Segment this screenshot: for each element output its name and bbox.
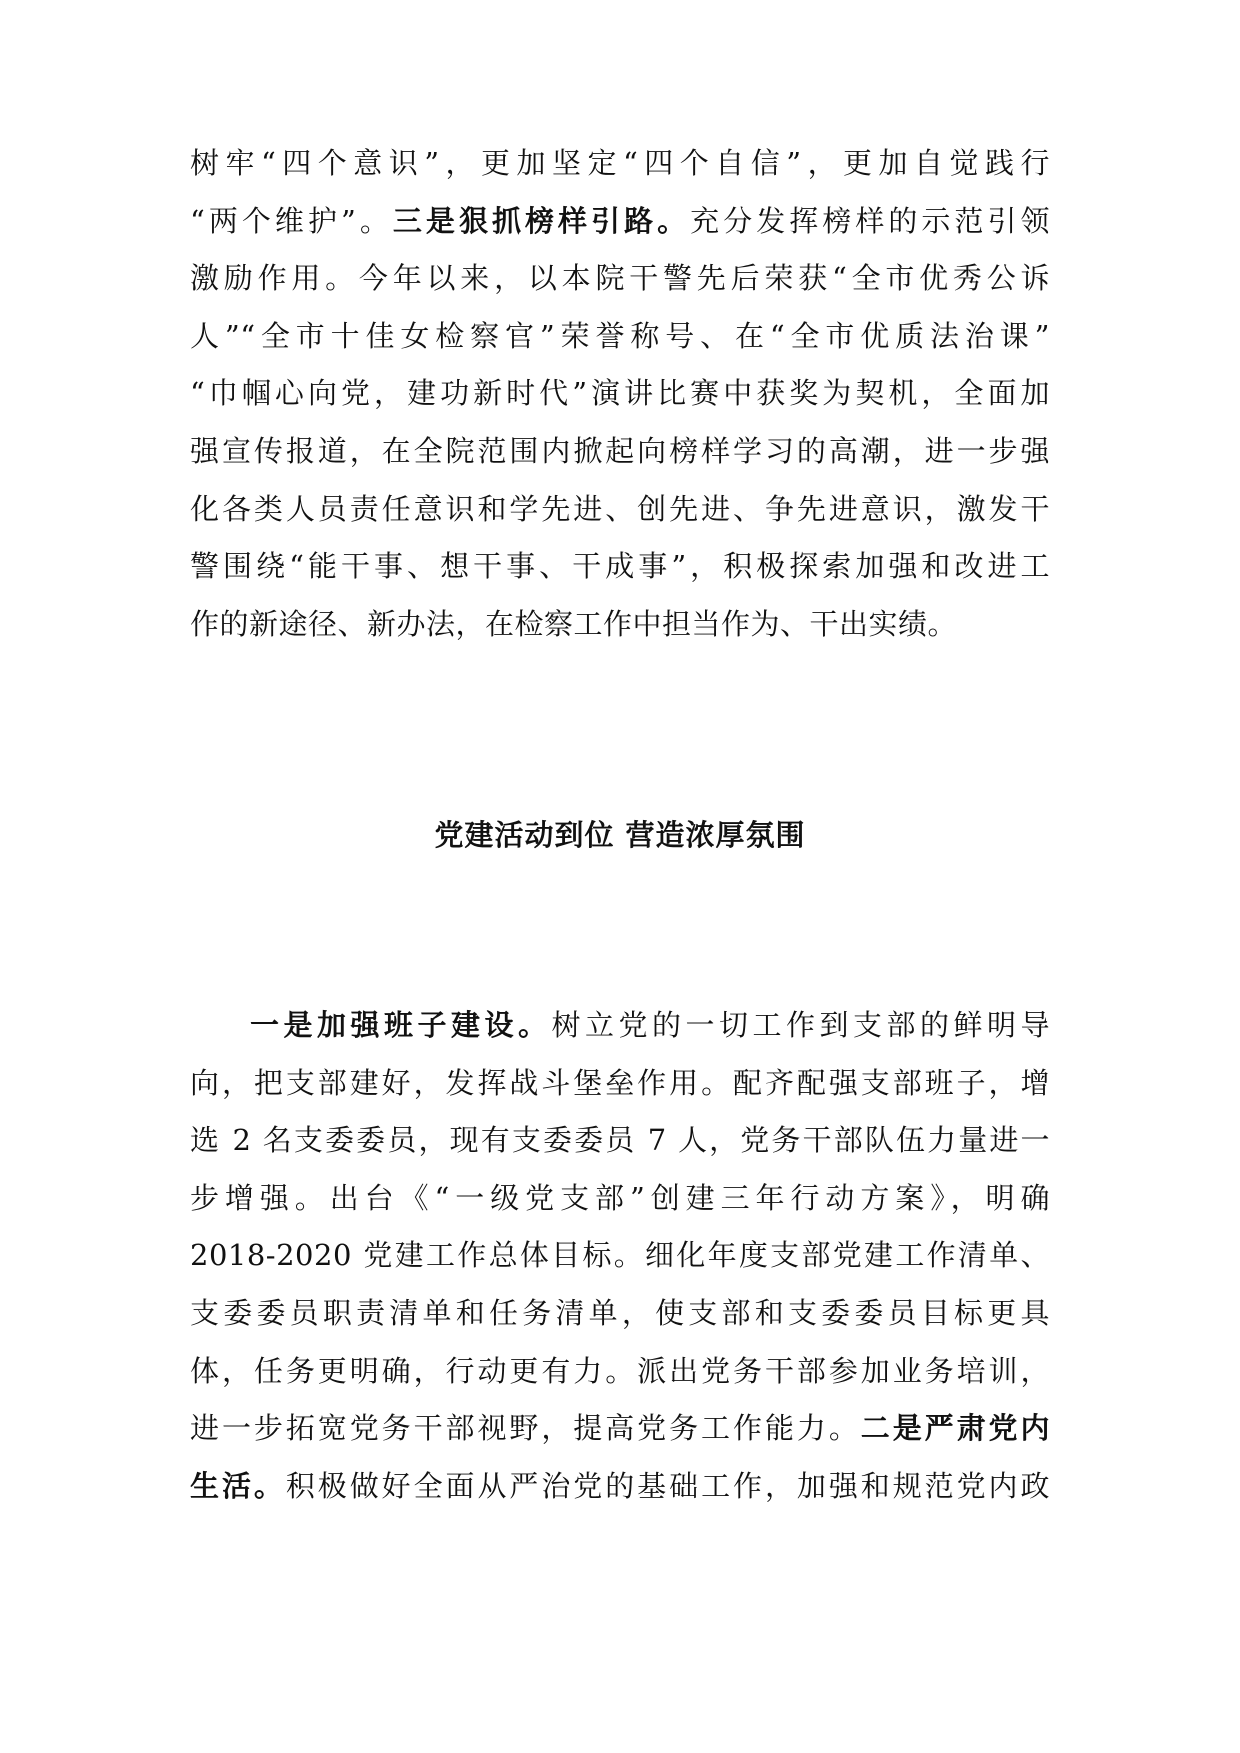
- text-line: 2018-2020 党建工作总体目标。细化年度支部党建工作清单、: [190, 1238, 1050, 1273]
- text-line: 进一步拓宽党务干部视野，提高党务工作能力。二是严肃党内: [190, 1411, 1050, 1446]
- text-line: 体，任务更明确，行动更有力。派出党务干部参加业务培训，: [190, 1353, 1050, 1388]
- text-line: “巾帼心向党，建功新时代”演讲比赛中获奖为契机，全面加: [190, 376, 1050, 411]
- text-line: 向，把支部建好，发挥战斗堡垒作用。配齐配强支部班子，增: [190, 1065, 1050, 1100]
- bold-lead-phrase: 三是狠抓榜样引路。: [392, 203, 691, 238]
- text-line: 生活。积极做好全面从严治党的基础工作，加强和规范党内政: [190, 1468, 1050, 1503]
- text-line: 一是加强班子建设。树立党的一切工作到支部的鲜明导: [250, 1008, 1050, 1042]
- text-line: 步增强。出台《“一级党支部”创建三年行动方案》，明确: [190, 1180, 1050, 1215]
- text-line: 化各类人员责任意识和学先进、创先进、争先进意识，激发干: [190, 491, 1050, 526]
- text-line: “两个维护”。三是狠抓榜样引路。充分发挥榜样的示范引领: [190, 203, 1050, 238]
- bold-lead-phrase: 生活。: [190, 1468, 286, 1503]
- text-line: 警围绕“能干事、想干事、干成事”，积极探索加强和改进工: [190, 549, 1050, 584]
- text-line: 作的新途径、新办法，在检察工作中担当作为、干出实绩。: [190, 606, 958, 641]
- section-heading: 党建活动到位 营造浓厚氛围: [434, 818, 806, 852]
- text-line: 激励作用。今年以来，以本院干警先后荣获“全市优秀公诉: [190, 261, 1050, 296]
- bold-lead-phrase: 一是加强班子建设。: [250, 1008, 552, 1042]
- text-line: 人”“全市十佳女检察官”荣誉称号、在“全市优质法治课”: [190, 318, 1050, 353]
- text-line: 强宣传报道，在全院范围内掀起向榜样学习的高潮，进一步强: [190, 434, 1050, 468]
- bold-lead-phrase: 二是严肃党内: [860, 1411, 1050, 1446]
- text-line: 树牢“四个意识”，更加坚定“四个自信”，更加自觉践行: [190, 146, 1050, 180]
- text-line: 选 2 名支委委员，现有支委委员 7 人，党务干部队伍力量进一: [190, 1123, 1050, 1158]
- text-line: 支委委员职责清单和任务清单，使支部和支委委员目标更具: [190, 1296, 1050, 1330]
